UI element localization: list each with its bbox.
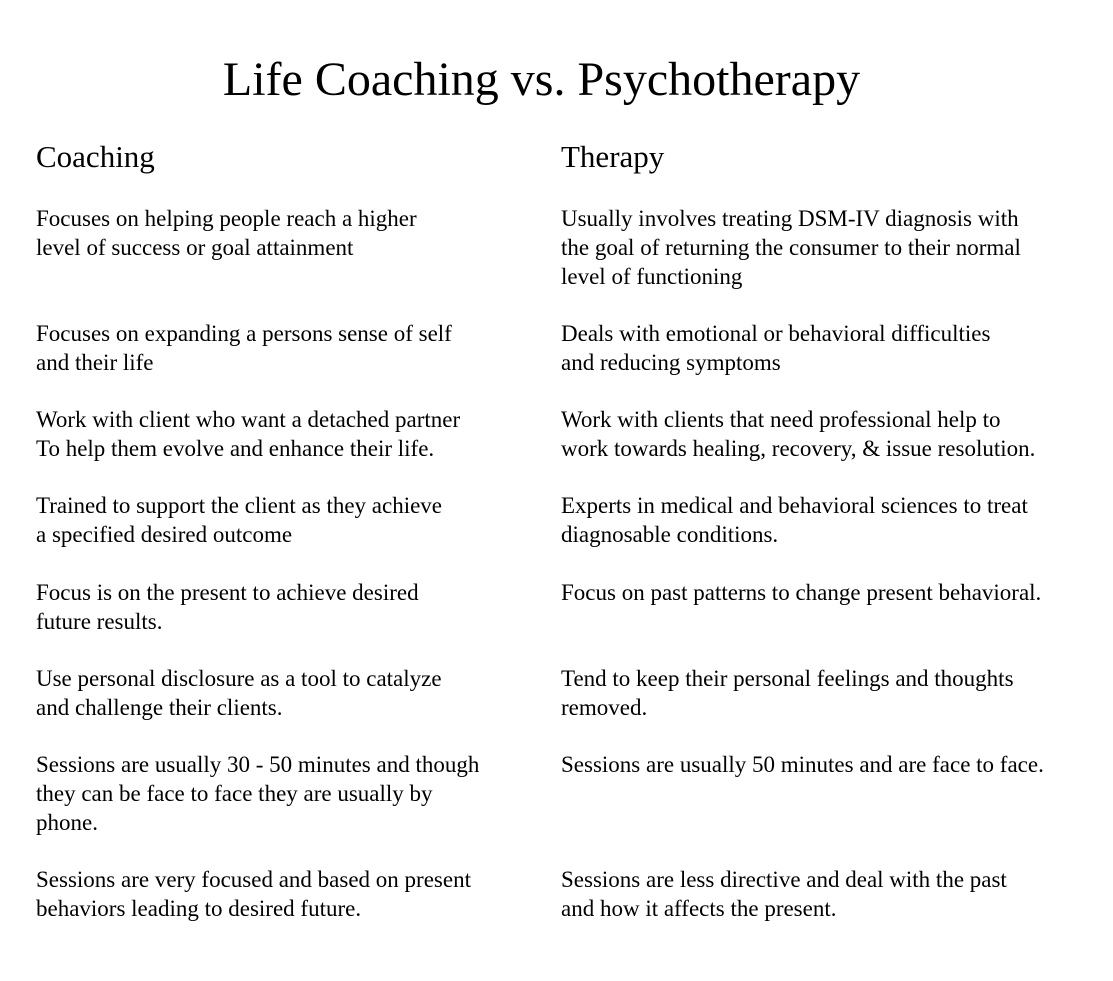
therapy-item-line: and how it affects the present. (561, 896, 837, 921)
coaching-item-line: behaviors leading to desired future. (36, 896, 362, 921)
coaching-item-line: and their life (36, 350, 154, 375)
therapy-item (561, 319, 990, 377)
therapy-item-line: work towards healing, recovery, & issue resolution. (561, 436, 1036, 461)
coaching-item-line: they can be face to face they are usually by (36, 781, 433, 806)
therapy-item-line: the goal of returning the consumer to their normal (561, 235, 1021, 260)
coaching-item-line: Focuses on expanding a persons sense of self (36, 321, 452, 346)
coaching-item-line: level of success or goal attainment (36, 235, 354, 260)
therapy-item (561, 865, 1007, 923)
coaching-item (36, 664, 442, 722)
coaching-item-line: Use personal disclosure as a tool to catalyze (36, 666, 442, 691)
coaching-item (36, 319, 452, 377)
coaching-item (36, 578, 419, 636)
therapy-item-line: level of functioning (561, 264, 743, 289)
coaching-item-line: a specified desired outcome (36, 522, 293, 547)
therapy-item-line: Sessions are usually 50 minutes and are face to face. (561, 752, 1044, 777)
coaching-item (36, 491, 442, 549)
page-title: Life Coaching vs. Psychotherapy (222, 53, 861, 106)
therapy-item-line: and reducing symptoms (561, 350, 781, 375)
coaching-item-line: Sessions are usually 30 - 50 minutes and though (36, 752, 480, 777)
therapy-item (561, 405, 1035, 463)
coaching-item-line: Focuses on helping people reach a higher (36, 206, 417, 231)
coaching-item-line: phone. (36, 810, 98, 835)
coaching-item-line: future results. (36, 609, 163, 634)
coaching-item (36, 405, 460, 463)
coaching-heading: Coaching (36, 139, 155, 174)
therapy-item-line: Deals with emotional or behavioral difficulties (561, 321, 991, 346)
coaching-item-line: To help them evolve and enhance their life. (36, 436, 435, 461)
coaching-item (36, 750, 479, 837)
therapy-column (561, 138, 1106, 921)
coaching-item (36, 865, 471, 923)
coaching-item-line: Sessions are very focused and based on present (36, 867, 471, 892)
coaching-item (36, 204, 417, 262)
therapy-item-line: Work with clients that need professional help to (561, 407, 1001, 432)
therapy-item (561, 664, 1014, 722)
therapy-item-line: removed. (561, 695, 648, 720)
coaching-item-line: Focus is on the present to achieve desired (36, 580, 419, 605)
therapy-item (561, 491, 1028, 549)
coaching-item-line: Work with client who want a detached partner (36, 407, 461, 432)
therapy-item (561, 578, 1041, 607)
coaching-item-line: and challenge their clients. (36, 695, 283, 720)
therapy-item-line: Tend to keep their personal feelings and thoughts (561, 666, 1014, 691)
therapy-item (561, 750, 1044, 779)
therapy-item-line: Usually involves treating DSM-IV diagnosis with (561, 206, 1019, 231)
therapy-item-line: Sessions are less directive and deal with the past (561, 867, 1007, 892)
therapy-heading: Therapy (561, 139, 665, 174)
therapy-item-line: Experts in medical and behavioral sciences to treat (561, 493, 1028, 518)
coaching-column (36, 138, 546, 921)
coaching-item-line: Trained to support the client as they achieve (36, 493, 443, 518)
therapy-item (561, 204, 1021, 291)
therapy-item-line: diagnosable conditions. (561, 522, 779, 547)
therapy-item-line: Focus on past patterns to change present behavioral. (561, 580, 1042, 605)
